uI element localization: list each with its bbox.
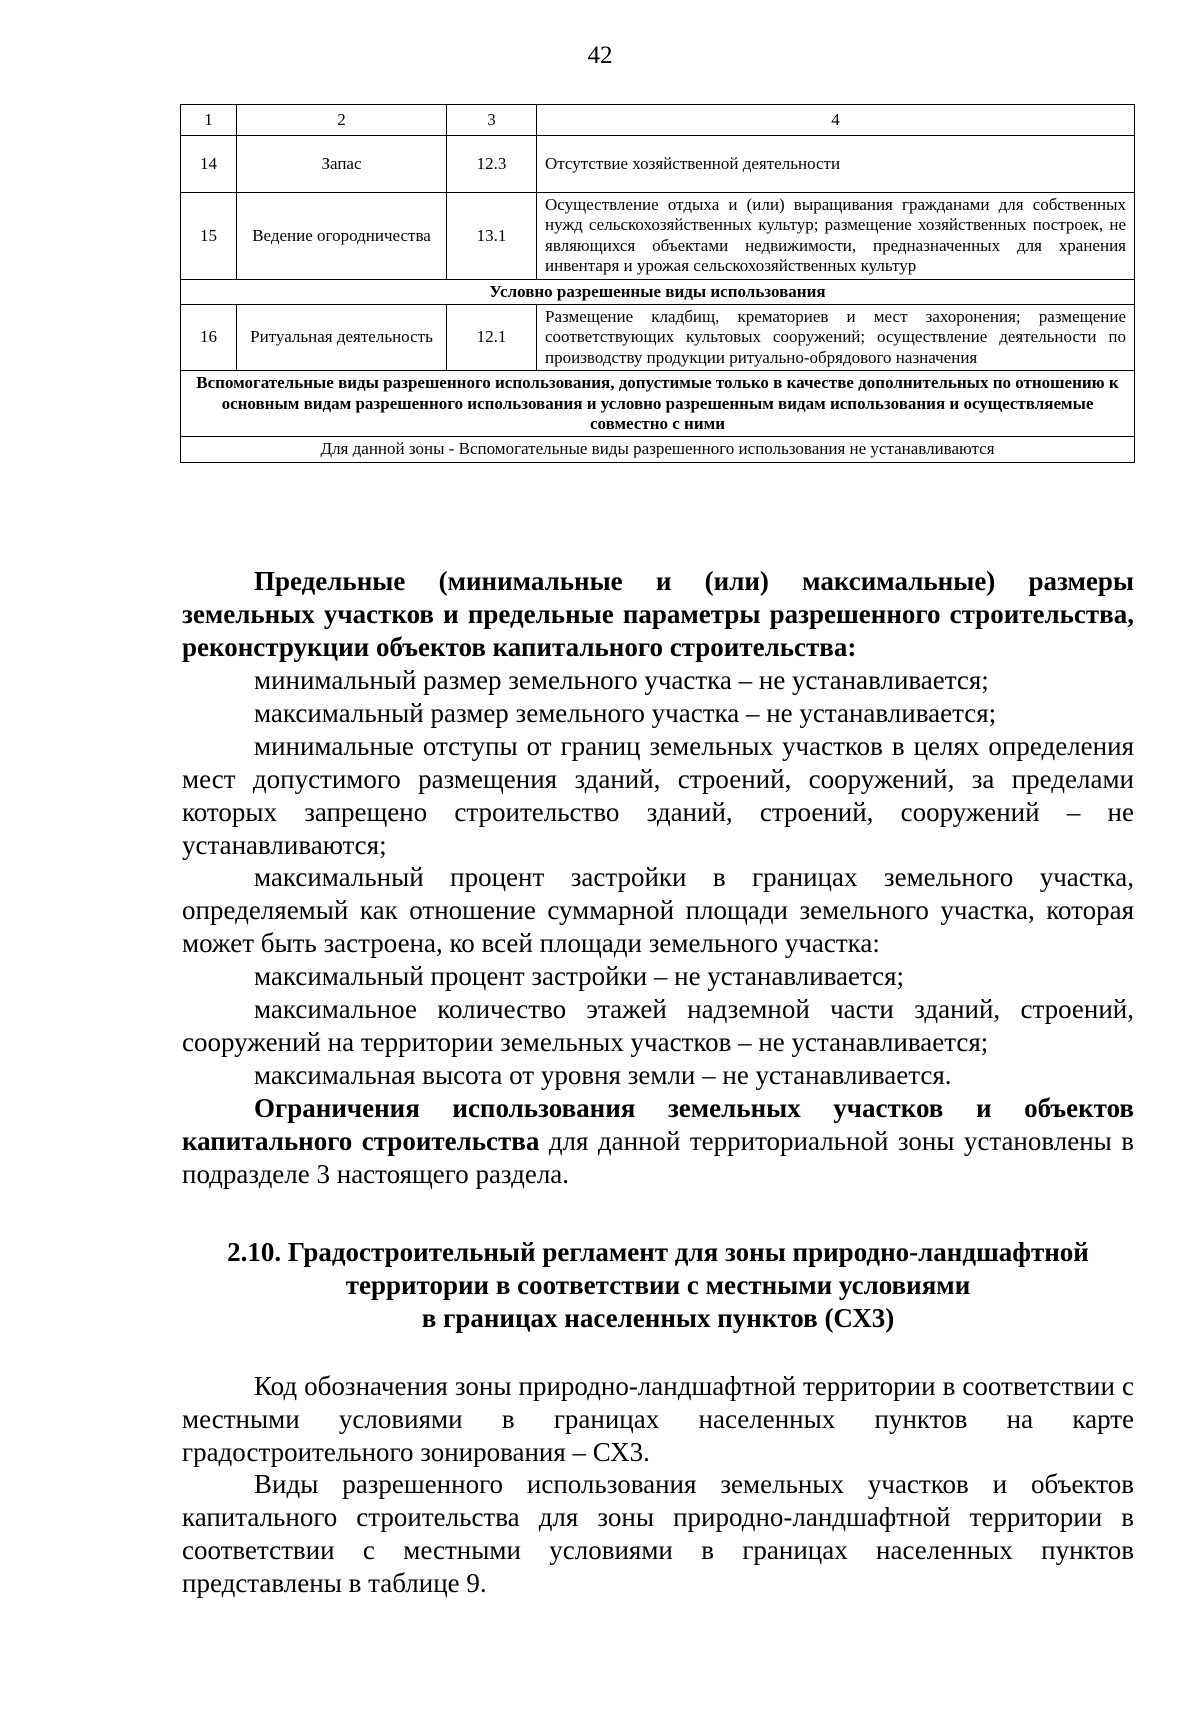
table-row xyxy=(181,304,1135,370)
use-type-description: Осуществление отдыха и (или) выращивания гражданами для собственных нужд сельскохозяйственных культур; размещение хозяйственных построек, не являющихся объектами недвижимости, предназначенных для хранения инвентаря и урожая сельскохозяйственных культур xyxy=(537,193,1135,280)
table-header-row xyxy=(181,105,1135,136)
use-type-name: Ритуальная деятельность xyxy=(237,304,447,370)
max-percent-definition: максимальный процент застройки в границах земельного участка, определяемый как отношение суммарной площади земельного участка, которая может быть застроена, ко всей площади земельного участка: xyxy=(182,862,1134,959)
row-number: 15 xyxy=(181,193,237,280)
section-heading-line: территории в соответствии с местными условиями xyxy=(345,1269,971,1300)
document-body xyxy=(182,565,1134,1600)
conditional-section-title: Условно разрешенные виды использования xyxy=(181,279,1135,304)
limits-heading: Предельные (минимальные и (или) максимальные) размеры земельных участков и предельные параметры разрешенного строительства, реконструкции объектов капитального строительства: xyxy=(182,566,1134,662)
conditional-section-row xyxy=(181,279,1135,304)
use-type-description: Отсутствие хозяйственной деятельности xyxy=(537,136,1135,193)
section-heading-line: в границах населенных пунктов (СХ3) xyxy=(421,1302,895,1333)
use-type-code: 13.1 xyxy=(447,193,537,280)
auxiliary-section-row xyxy=(181,371,1135,437)
table-header-cell: 1 xyxy=(181,105,237,136)
table-header-cell: 2 xyxy=(237,105,447,136)
use-type-name: Ведение огородничества xyxy=(237,193,447,280)
use-type-code: 12.1 xyxy=(447,304,537,370)
auxiliary-note: Для данной зоны - Вспомогательные виды разрешенного использования не устанавливаются xyxy=(181,437,1135,462)
table-header-cell: 4 xyxy=(537,105,1135,136)
use-type-code: 12.3 xyxy=(447,136,537,193)
max-height: максимальная высота от уровня земли – не устанавливается. xyxy=(254,1060,952,1091)
auxiliary-note-row xyxy=(181,437,1135,462)
table-header-cell: 3 xyxy=(447,105,537,136)
section-heading-line: 2.10. Градостроительный регламент для зоны природно-ландшафтной xyxy=(227,1236,1089,1267)
use-type-description: Размещение кладбищ, крематориев и мест захоронения; размещение соответствующих культовых сооружений; осуществление деятельности по производству продукции ритуально-обрядового назначения xyxy=(537,304,1135,370)
max-floors: максимальное количество этажей надземной части зданий, строений, сооружений на территории земельных участков – не устанавливается; xyxy=(182,994,1134,1058)
use-type-name: Запас xyxy=(237,136,447,193)
max-percent: максимальный процент застройки – не устанавливается; xyxy=(254,961,905,992)
restrictions-paragraph xyxy=(182,1092,1134,1191)
page-number: 42 xyxy=(587,42,613,69)
max-plot-size: максимальный размер земельного участка – не устанавливается; xyxy=(254,697,997,728)
table-row xyxy=(181,193,1135,280)
row-number: 14 xyxy=(181,136,237,193)
min-plot-size: минимальный размер земельного участка – не устанавливается; xyxy=(254,664,989,695)
auxiliary-section-title: Вспомогательные виды разрешенного использования, допустимые только в качестве дополнительных по отношению к основным видам разрешенного использования и условно разрешенным видам использования и осуществляемые совместно с ними xyxy=(181,371,1135,437)
table-row xyxy=(181,136,1135,193)
section-heading xyxy=(182,1236,1134,1335)
use-types-paragraph: Виды разрешенного использования земельных участков и объектов капитального строительства для зоны природно-ландшафтной территории в соответствии с местными условиями в границах населенных пунктов представлены в таблице 9. xyxy=(182,1469,1134,1599)
zone-code-paragraph: Код обозначения зоны природно-ландшафтной территории в соответствии с местными условиями в границах населенных пунктов на карте градостроительного зонирования – СХ3. xyxy=(182,1370,1134,1467)
land-use-table xyxy=(180,104,1135,463)
row-number: 16 xyxy=(181,304,237,370)
restrictions-bold: Ограничения использования земельных участков и объектов капитального строительства xyxy=(182,1093,1134,1156)
setbacks-paragraph: минимальные отступы от границ земельных участков в целях определения мест допустимого размещения зданий, строений, сооружений, за пределами которых запрещено строительство зданий, строений, сооружений – не устанавливаются; xyxy=(182,730,1134,860)
restrictions-rest: для данной территориальной зоны установлены в подразделе 3 настоящего раздела. xyxy=(182,1125,1134,1189)
